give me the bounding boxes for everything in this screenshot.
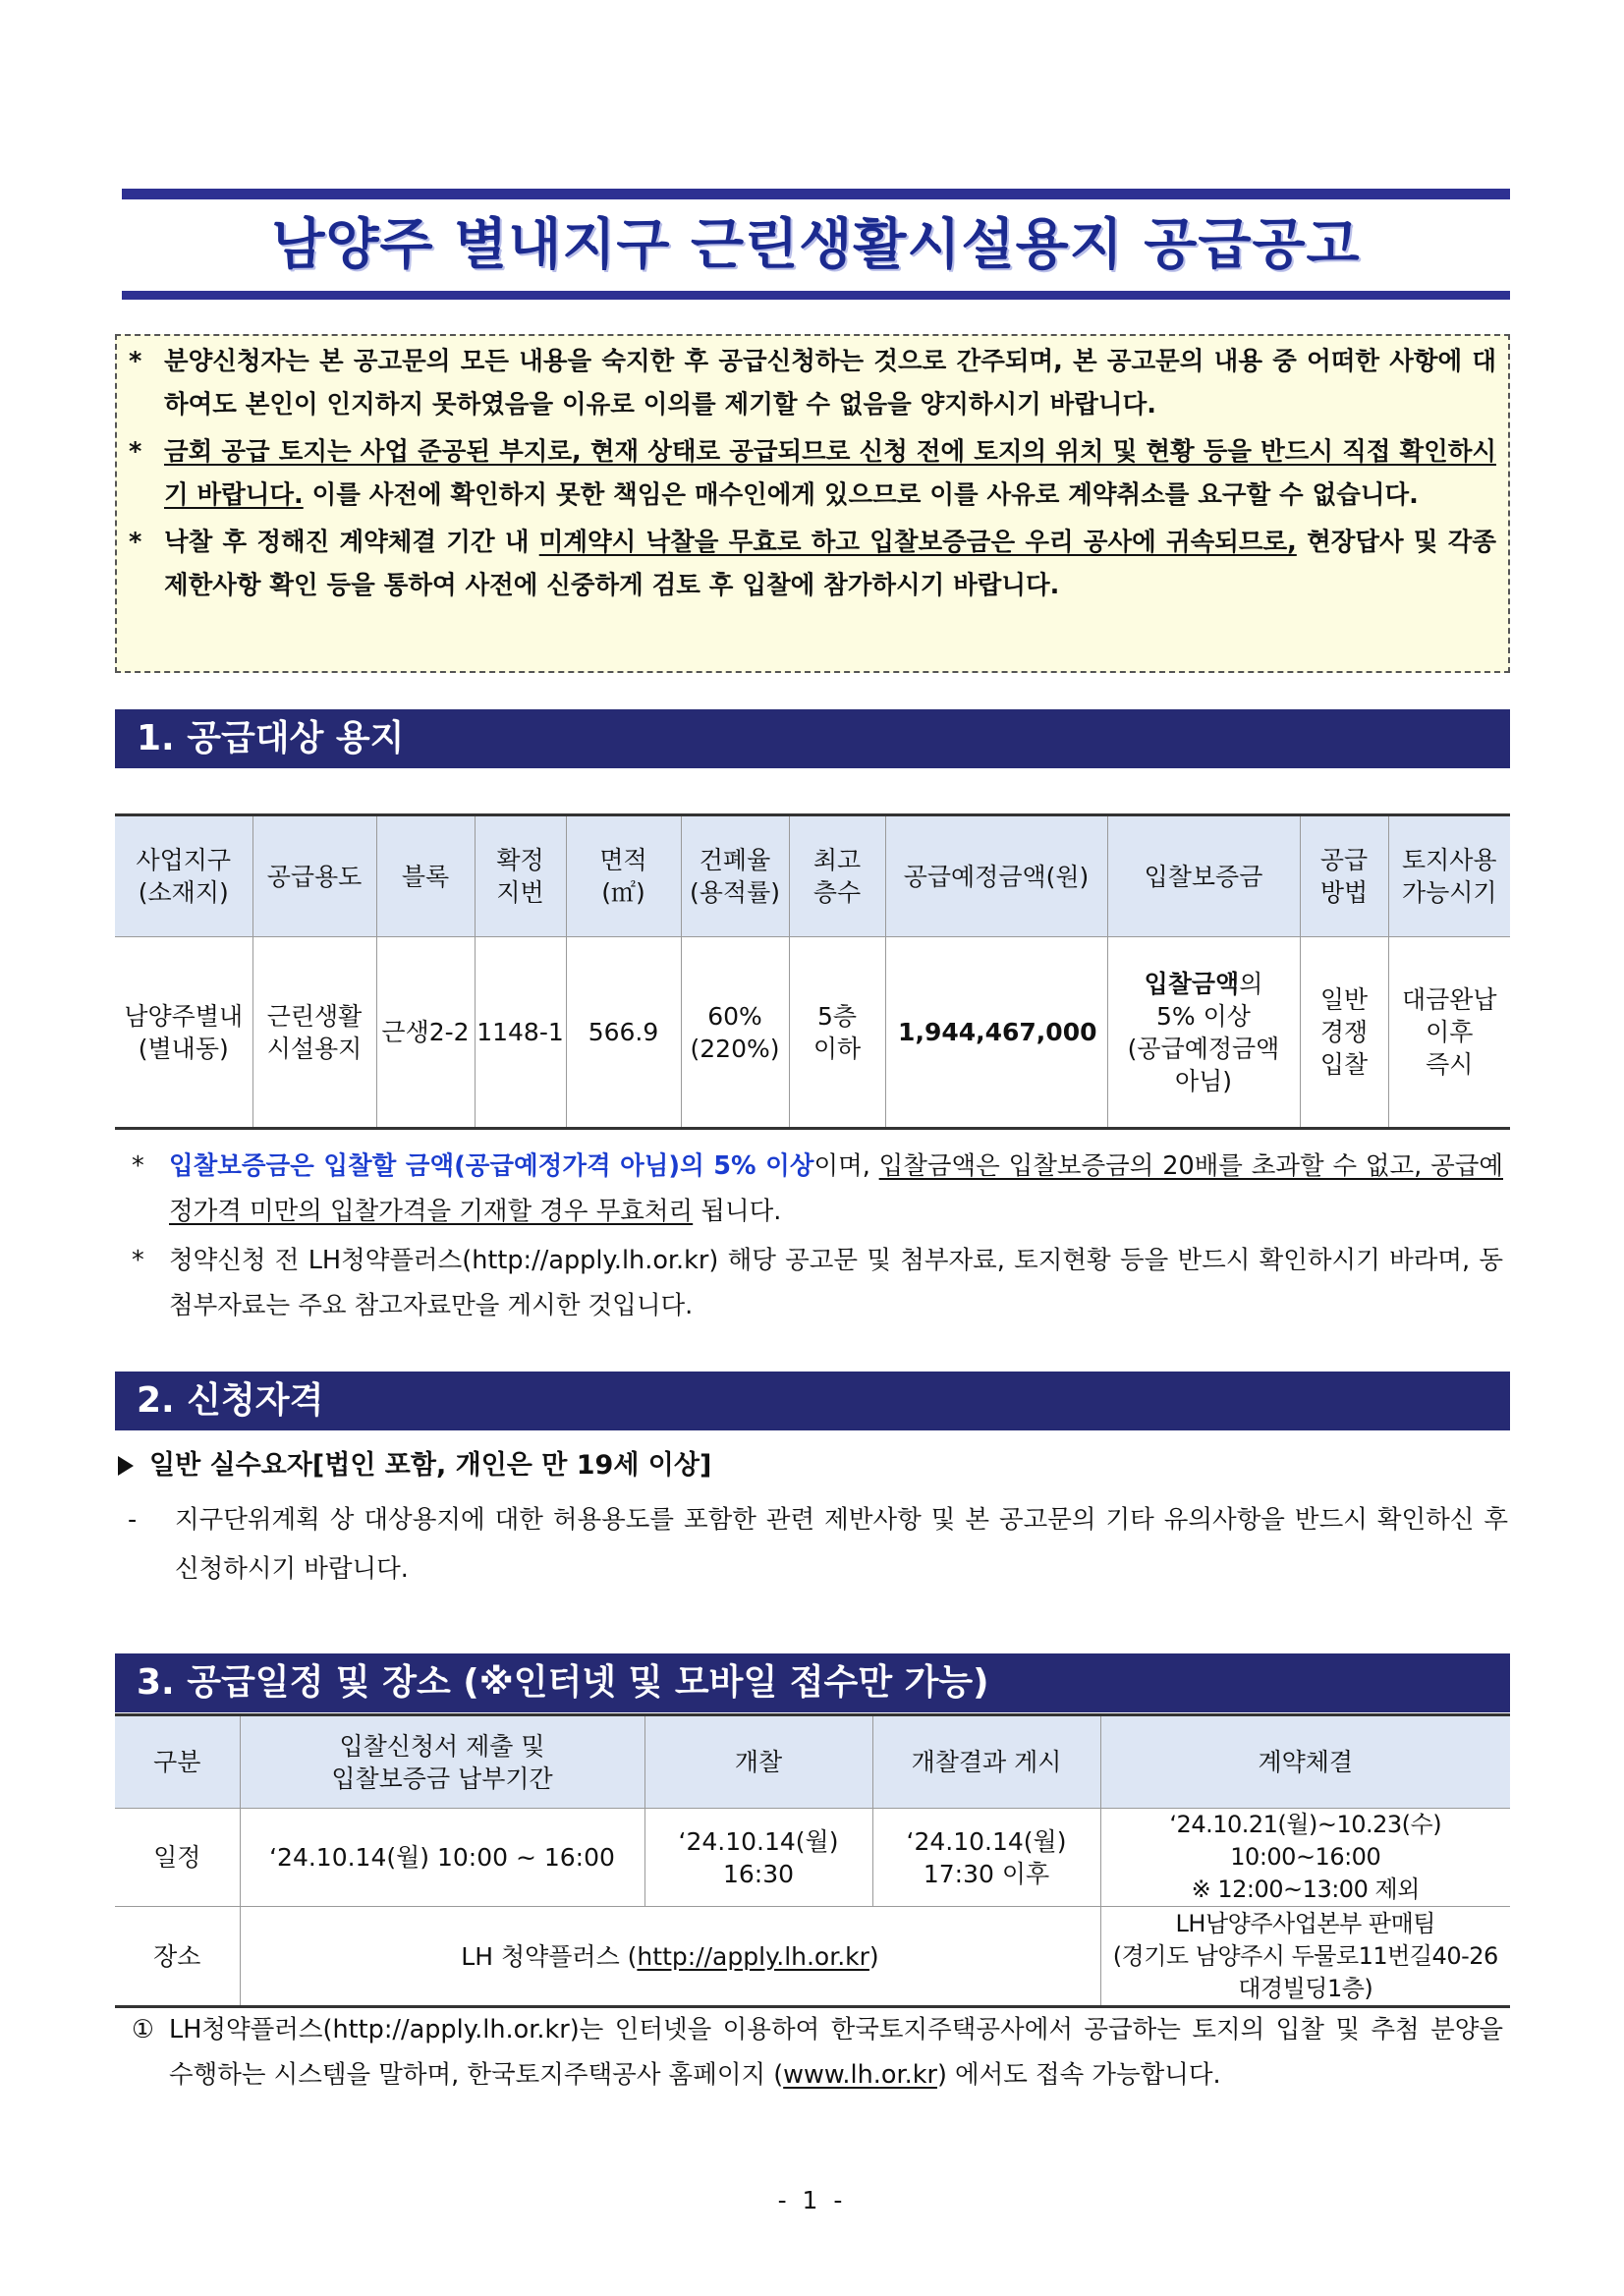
title-rule-top: [122, 189, 1510, 199]
online-place-text-end: ): [868, 1941, 879, 1971]
eligibility-heading: [118, 1446, 711, 1485]
cell-schedule-label: 일정: [115, 1809, 240, 1907]
cell-opening: ‘24.10.14(월) 16:30: [644, 1809, 872, 1907]
col-header-period: 입찰신청서 제출 및 입찰보증금 납부기간: [240, 1715, 644, 1809]
col-header-result: 개찰결과 게시: [872, 1715, 1100, 1809]
table-row: [115, 1809, 1510, 1907]
section-1-notes: [128, 1144, 1503, 1328]
col-header-type: 구분: [115, 1715, 240, 1809]
note-item: [128, 1144, 1503, 1234]
section-3-note: [128, 2007, 1503, 2098]
note-text: 됩니다.: [693, 1197, 782, 1226]
cell-place-label: 장소: [115, 1907, 240, 2007]
note-text-underlined: 입찰금액은 입찰보증금의 20배를 초과할 수 없고, 공급예정가격 미만의 입찰가격을 기재할 경우 무효처리: [169, 1151, 1503, 1226]
cell-price: 1,944,467,000: [885, 937, 1107, 1129]
notice-item: [129, 521, 1496, 607]
col-header-area: 면적 (㎡): [566, 815, 681, 937]
notice-item: [129, 430, 1496, 517]
note-text: 청약신청 전 LH청약플러스(http://apply.lh.or.kr) 해당 공고문 및 첨부자료, 토지현황 등을 반드시 확인하시기 바라며, 동 첨부자료는 주요 참고자료만을 게시한 것입니다.: [169, 1246, 1503, 1320]
dash-mark: -: [128, 1505, 138, 1535]
asterisk-mark: *: [129, 437, 142, 467]
cell-deposit: [1107, 937, 1300, 1129]
notice-box: [115, 334, 1510, 673]
col-header-lot: 확정 지번: [475, 815, 566, 937]
col-header-deposit: 입찰보증금: [1107, 815, 1300, 937]
eligibility-note: [128, 1495, 1508, 1594]
supply-table: [115, 813, 1510, 1130]
asterisk-mark: *: [132, 1151, 144, 1181]
notice-text: 낙찰 후 정해진 계약체결 기간 내: [164, 528, 539, 557]
page-number: - 1 -: [777, 2186, 847, 2214]
deposit-bold: 입찰금액: [1144, 969, 1240, 998]
table-header-row: [115, 1715, 1510, 1809]
online-place-text: LH 청약플러스 (: [461, 1941, 638, 1971]
notice-item: [129, 340, 1496, 426]
section-2-header: 2. 신청자격: [115, 1372, 1510, 1430]
eligibility-heading-text: 일반 실수요자[법인 포함, 개인은 만 19세 이상]: [149, 1450, 712, 1481]
table-row: [115, 937, 1510, 1129]
notice-text: 현장답사 및 각종 제한사항 확인 등을 통하여 사전에 신중하게 검토 후 입찰에 참가하시기 바랍니다.: [164, 528, 1496, 600]
triangle-bullet-icon: [118, 1456, 134, 1476]
asterisk-mark: *: [129, 347, 142, 376]
cell-floors: 5층 이하: [789, 937, 885, 1129]
cell-area: 566.9: [566, 937, 681, 1129]
note-text: LH청약플러스(http://apply.lh.or.kr)는 인터넷을 이용하여 한국토지주택공사에서 공급하는 토지의 입찰 및 추첨 분양을 수행하는 시스템을 말하며, 한국토지주택공사 홈페이지 (: [169, 2015, 1503, 2090]
notice-text-underlined: 금회 공급 토지는 사업 준공된 부지로, 현재 상태로 공급되므로 신청 전에 토지의 위치 및 현황 등을 반드시 직접 확인하시기 바랍니다.: [164, 437, 1496, 510]
col-header-method: 공급 방법: [1300, 815, 1388, 937]
cell-lot: 1148-1: [475, 937, 566, 1129]
cell-period: ‘24.10.14(월) 10:00 ~ 16:00: [240, 1809, 644, 1907]
section-3-header: 3. 공급일정 및 장소 (※인터넷 및 모바일 접수만 가능): [115, 1653, 1510, 1712]
col-header-opening: 개찰: [644, 1715, 872, 1809]
highlight-text: 입찰보증금은 입찰할 금액(공급예정가격 아님)의 5% 이상: [169, 1151, 814, 1181]
cell-district: 남양주별내 (별내동): [115, 937, 252, 1129]
section-1-header: 1. 공급대상 용지: [115, 709, 1510, 768]
table-row: [115, 1907, 1510, 2007]
cell-office-place: LH남양주사업본부 판매팀 (경기도 남양주시 두물로11번길40-26 대경빌딩1층): [1100, 1907, 1510, 2007]
cell-block: 근생2-2: [376, 937, 475, 1129]
notice-text: 이를 사전에 확인하지 못한 책임은 매수인에게 있으므로 이를 사유로 계약취소를 요구할 수 없습니다.: [303, 480, 1419, 510]
col-header-district: 사업지구 (소재지): [115, 815, 252, 937]
col-header-coverage: 건폐율 (용적률): [681, 815, 789, 937]
title-rule-bottom: [122, 291, 1510, 300]
asterisk-mark: *: [132, 1246, 144, 1275]
col-header-use: 공급용도: [252, 815, 376, 937]
deposit-rest: 의 5% 이상 (공급예정금액 아님): [1127, 969, 1280, 1095]
col-header-floors: 최고 층수: [789, 815, 885, 937]
note-item: [128, 2007, 1503, 2098]
notice-text-underlined: 미계약시 낙찰을 무효로 하고 입찰보증금은 우리 공사에 귀속되므로,: [538, 528, 1297, 557]
schedule-table: [115, 1713, 1510, 2008]
table-header-row: [115, 815, 1510, 937]
page-title: 남양주 별내지구 근린생활시설용지 공급공고: [271, 213, 1361, 277]
col-header-contract: 계약체결: [1100, 1715, 1510, 1809]
asterisk-mark: *: [129, 528, 142, 557]
cell-online-place: [240, 1907, 1100, 2007]
cell-use: 근린생활 시설용지: [252, 937, 376, 1129]
col-header-block: 블록: [376, 815, 475, 937]
notice-text: 분양신청자는 본 공고문의 모든 내용을 숙지한 후 공급신청하는 것으로 간주되며, 본 공고문의 내용 중 어떠한 사항에 대하여도 본인이 인지하지 못하였음을 이유로 이의를 제기할 수 없음을 양지하시기 바랍니다.: [164, 347, 1496, 420]
col-header-price: 공급예정금액(원): [885, 815, 1107, 937]
apply-link[interactable]: http://apply.lh.or.kr: [637, 1941, 869, 1971]
cell-result: ‘24.10.14(월) 17:30 이후: [872, 1809, 1100, 1907]
cell-coverage: 60% (220%): [681, 937, 789, 1129]
note-text: 이며,: [813, 1151, 879, 1181]
note-text-end: ) 에서도 접속 가능합니다.: [936, 2060, 1221, 2090]
col-header-usage-time: 토지사용 가능시기: [1388, 815, 1510, 937]
eligibility-note-text: 지구단위계획 상 대상용지에 대한 허용용도를 포함한 관련 제반사항 및 본 공고문의 기타 유의사항을 반드시 확인하신 후 신청하시기 바랍니다.: [175, 1505, 1508, 1584]
note-item: [128, 1238, 1503, 1328]
cell-contract: ‘24.10.21(월)~10.23(수) 10:00~16:00 ※ 12:00~13:00 제외: [1100, 1809, 1510, 1907]
lh-homepage-link[interactable]: www.lh.or.kr: [783, 2060, 937, 2090]
circled-one-mark: ①: [132, 2015, 154, 2044]
cell-method: 일반 경쟁 입찰: [1300, 937, 1388, 1129]
cell-usage-time: 대금완납 이후 즉시: [1388, 937, 1510, 1129]
